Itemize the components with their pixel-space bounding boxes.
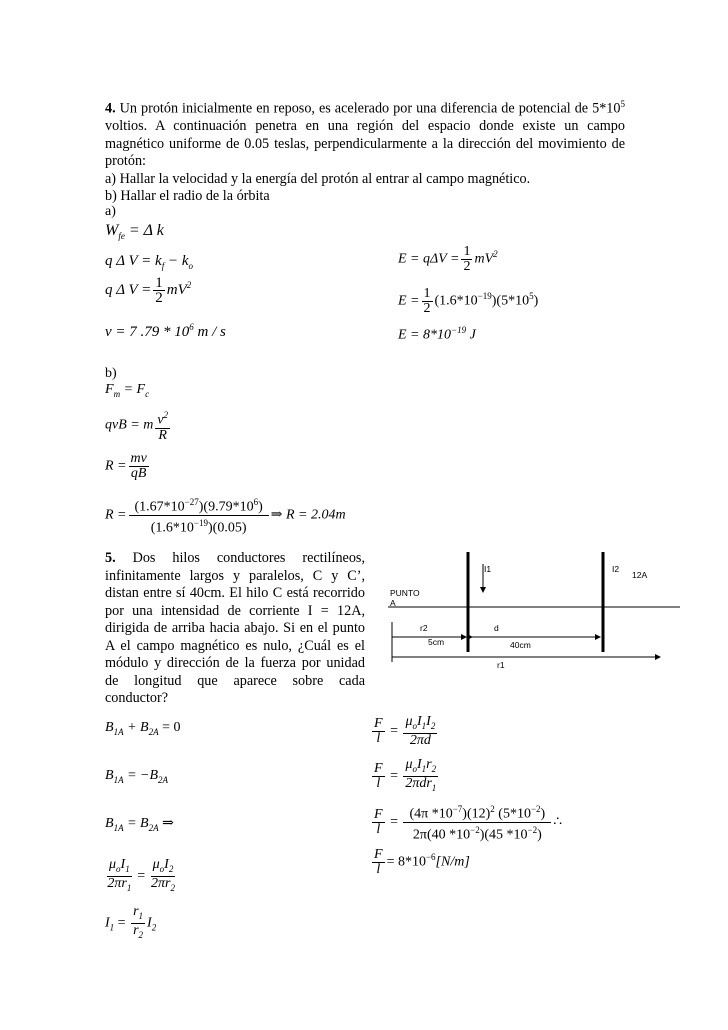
label-a: A xyxy=(390,598,396,608)
eq-field-equal: $B_{1A} = B_{2A}$ ⇒ xyxy=(105,816,174,833)
eq-current-ratio: $I_1$ = $\frac{r_1}{r_2}$ $I_2$ xyxy=(105,904,157,940)
eq-radius: R = $\frac{mv}{qB}$ xyxy=(105,451,147,481)
eq-work: $W_{fe} = \Delta$ k xyxy=(105,222,164,242)
eq-energy-1: E = qΔV = $\frac{1}{2}$ $mV^2$ xyxy=(398,244,498,274)
problem-5-statement xyxy=(105,550,365,708)
problem-4-number: 4. xyxy=(105,100,116,117)
label-punto: PUNTO xyxy=(390,588,420,598)
problem-4-statement xyxy=(105,96,625,206)
eq-field-opposite: $B_{1A} = -B_{2A}$ xyxy=(105,768,169,785)
eq-force-balance: $F_m = F_c$ xyxy=(105,382,150,399)
eq-velocity: v = 7 $.79 * 10^6$ m / s xyxy=(105,322,226,340)
problem-5-text: Dos hilos conductores rectilíneos, infinitamente largos y paralelos, C y C’, distan entre sí 40cm. El hilo C está recorrido por una intensidad de corriente I = 12A, dirigida de arriba hacia abajo. Si en el punto A el campo magnético es nulo, ¿Cuál es el módulo y dirección de la fuerza por unidad de longitud que aparece sobre cada conductor? xyxy=(105,550,365,706)
eq-energy-3: $E = 8*10^{-19}$ J xyxy=(398,325,476,343)
problem-4-text-a: Un protón inicialmente en reposo, es acelerado por una diferencia de potencial de 5*10 xyxy=(115,100,621,117)
eq-centripetal: qvB = m $\frac{v^2}{R}$ xyxy=(105,410,169,443)
eq-force-result: $\frac{F}{l}$ = $8*10^{-6}[N/m]$ xyxy=(374,847,470,877)
eq-kinetic: q Δ V = $\frac{1}{2}$ $mV^2$ xyxy=(105,275,192,306)
label-i2: I2 xyxy=(612,564,620,574)
problem-5-number: 5. xyxy=(105,550,116,566)
problem-4-question-b: b) Hallar el radio de la órbita xyxy=(105,188,270,205)
eq-force-3: $\frac{F}{l}$ = $\frac{(4\pi *10^{-7})(12)^2 (5*10^{-2})}{2\pi(40 *10^{-2})(45 *10^{-2})}$ ∴ xyxy=(374,804,563,843)
problem-4-exponent: 5 xyxy=(620,99,625,109)
label-r2: r2 xyxy=(420,623,428,633)
eq-ampere: $\frac{\mu_oI_1}{2\pi r_1}$ = $\frac{\mu_oI_2}{2\pi r_2}$ xyxy=(107,857,175,893)
part-a-label: a) xyxy=(105,204,116,219)
eq-force-2: $\frac{F}{l}$ = $\frac{\mu_oI_1r_2}{2\pi dr_1}$ xyxy=(374,757,437,793)
problem-4-question-a: a) Hallar la velocidad y la energía del protón al entrar al campo magnético. xyxy=(105,170,531,187)
eq-field-sum: $B_{1A} + B_{2A} = 0$ xyxy=(105,720,181,737)
label-current: 12A xyxy=(632,570,648,580)
eq-energy-2: E = $\frac{1}{2}$ $(1.6*10^{-19})(5*10^5)$ xyxy=(398,286,539,316)
eq-force-1: $\frac{F}{l}$ = $\frac{\mu_oI_1I_2}{2\pi d}$ xyxy=(374,714,436,748)
eq-radius-value: R = $\frac{(1.67*10^{-27})(9.79*10^6)}{(1.6*10^{-19})(0.05)}$ ⇒ R = 2.04m xyxy=(105,497,346,536)
label-40cm: 40cm xyxy=(510,640,531,650)
part-b-label: b) xyxy=(105,366,117,381)
label-d: d xyxy=(494,623,499,633)
problem-4-text-b: voltios. A continuación penetra en una región del espacio donde existe un campo magnético uniforme de 0.05 teslas, perpendicularmente a la dirección del movimiento de protón: xyxy=(105,118,625,170)
label-i1: I1 xyxy=(484,564,492,574)
eq-potential: q Δ $V = k_f - k_o$ xyxy=(105,253,194,271)
label-5cm: 5cm xyxy=(428,637,445,647)
label-r1: r1 xyxy=(497,660,505,670)
